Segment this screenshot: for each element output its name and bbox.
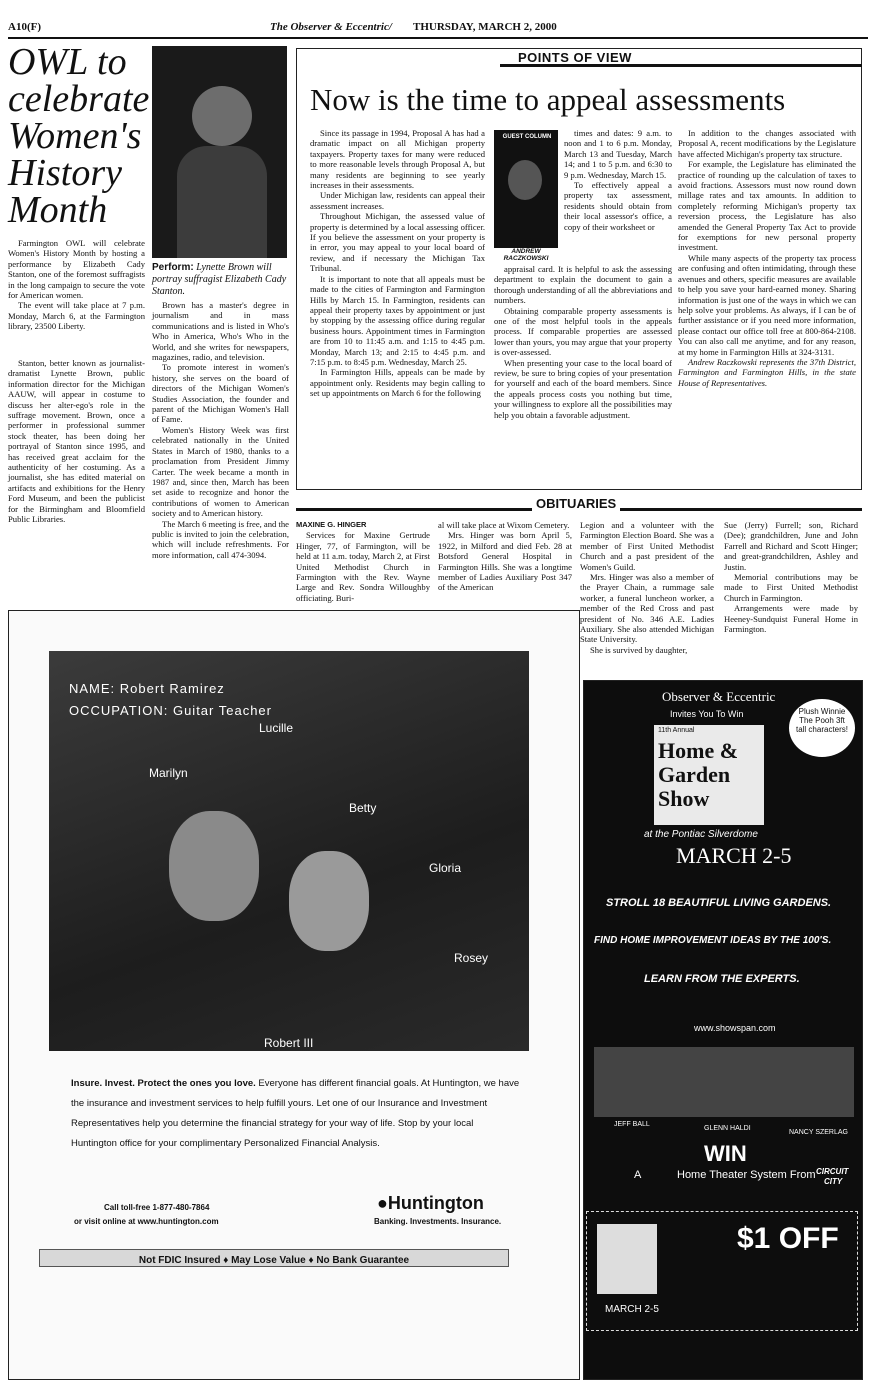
pov-col-3: [678, 128, 856, 388]
obit-paragraph: Mrs. Hinger was born April 5, 1922, in Milford and died Feb. 28 at Botsford General Hospital in Farmington Hills. She was a longtime member of Ladies Auxiliary Post 347 of the American: [438, 530, 572, 593]
ad-name-tag: Lucille: [259, 721, 294, 735]
show-line: Garden: [658, 762, 731, 787]
show-line: Show: [658, 786, 710, 811]
owl-headline-line: Women's: [8, 115, 142, 157]
pov-paragraph: While many aspects of the property tax process are confusing and often intimidating, through these avenues and others, specific measures are available to help you save your hard-earned money. Sharing information is just one of the ways in which we can help solve your problems. As always, if I can be of further assistance or if you need more information, please contact our office toll free at 800-864-2108. You can also call me anytime, and for any reason, at my home in Farmington Hills at 324-3131.: [678, 252, 856, 357]
pov-col-1: [310, 128, 485, 399]
pov-paragraph: In addition to the changes associated with Proposal A, recent modifications by the Legislature have affected Michigan's property tax structure.: [678, 128, 856, 159]
person-face: [289, 851, 369, 951]
ad-name-tag: Marilyn: [149, 766, 188, 780]
pov-paragraph: It is important to note that all appeals must be made to the cities of Farmington and Farmington Hills by March 15. In Farmington, residents can appeal their property taxes by appointment or just by stopping by the assessing office during regular business hours. Appointment times in Farmington are from 10 to 11:45 a.m. and 1:15 to 4:45 p.m. Monday, March 13; and 2:15 to 4:45 p.m. and 7:15 p.m. to 8:45 p.m. Wednesday, March 25.: [310, 273, 485, 367]
plush-text: Plush Winnie The Pooh 3ft tall characters!: [795, 707, 849, 734]
garden-dates: MARCH 2-5: [676, 843, 792, 868]
owl-headline-line: Month: [8, 189, 108, 231]
logo-text: Huntington: [387, 1193, 484, 1213]
store-logo-line: CIRCUIT: [816, 1167, 849, 1176]
pov-paragraph: Obtaining comparable property assessments is one of the most helpful tools in the appeals process. If comparable properties are assessed lower than yours, you may argue that your property is over-assessed.: [494, 305, 672, 358]
coupon-amount: $1 OFF: [737, 1222, 839, 1255]
show-line: Home &: [658, 738, 739, 763]
owl-paragraph: Brown has a master's degree in journalism and in mass communications and is listed in Who's Who in America, Who's Who in the World, and she writes for newspapers, magazines, radio, and television.: [152, 300, 289, 363]
pov-headline: Now is the time to appeal assessments: [310, 82, 786, 117]
pov-paragraph: In Farmington Hills, appeals can be made by appointment only. Residents may begin calling to set up appointments on March 6 for the following: [310, 367, 485, 399]
garden-location: at the Pontiac Silverdome: [644, 829, 758, 840]
obit-name: MAXINE G. HINGER: [296, 520, 367, 529]
garden-ad: [583, 680, 863, 1380]
ad-name-tag: Robert III: [264, 1036, 314, 1050]
garden-find: FIND HOME IMPROVEMENT IDEAS BY THE 100'S.: [594, 935, 832, 946]
owl-headline-line: celebrate: [8, 78, 150, 120]
ad-visit: or visit online at www.huntington.com: [74, 1217, 219, 1226]
pov-paragraph: For example, the Legislature has eliminated the practice of rounding up the calculation of taxes to avoid fractions. Assessors must now round down millage rates and tax amounts. In addition to completely reforming Michigan's property tax reversion process, the Legislature has also amended the General Property Tax Act to provide for exemptions for new personal property investment.: [678, 159, 856, 253]
owl-body-right: [152, 300, 289, 560]
ad-name-label: NAME: Robert Ramirez: [69, 681, 225, 696]
garden-prize: Home Theater System From: [677, 1169, 816, 1181]
ad-occupation-label: OCCUPATION: Guitar Teacher: [69, 703, 272, 718]
obit-paragraph: Legion and a volunteer with the Farmington Election Board. She was a member of First United Methodist Church and a past president of the Women's Guild.: [580, 520, 714, 572]
expert-name: JEFF BALL: [614, 1121, 650, 1128]
page-number: A10(F): [8, 21, 41, 33]
owl-photo-caption: [152, 262, 292, 298]
garden-ad-annual: 11th Annual: [658, 727, 695, 734]
garden-show-logo: [654, 725, 764, 825]
garden-win-prefix: A: [634, 1169, 642, 1181]
garden-ad-invites: Invites You To Win: [670, 709, 744, 719]
person-face: [169, 811, 259, 921]
pov-paragraph: times and dates: 9 a.m. to noon and 1 to 6 p.m. Monday, March 13 and Tuesday, March 14; and 1 to 5 p.m. and 6:30 to 9 p.m. Wednesday, March 15.: [564, 128, 672, 180]
owl-paragraph: The event will take place at 7 p.m. Monday, March 6, at the Farmington library, 23500 Liberty.: [8, 300, 145, 332]
pov-paragraph: Since its passage in 1994, Proposal A has had a dramatic impact on all Michigan property taxpayers. Property taxes for many were reduced to more reasonable levels through Proposal A, but many residents are beginning to see yearly increases in their assessments.: [310, 128, 485, 191]
ad-call: Call toll-free 1-877-480-7864: [104, 1203, 210, 1212]
obit-paragraph: Sue (Jerry) Furrell; son, Richard (Dee); grandchildren, June and John Farrell and Richard and Scott Hinger; and great-grandchildren, Ashley and Justin.: [724, 520, 858, 572]
experts-photos: [594, 1047, 854, 1117]
pov-bio: Andrew Raczkowski represents the 37th District, Farmington and Farmington Hills, in the state House of Representatives.: [678, 356, 856, 388]
ad-name-tag: Betty: [349, 801, 377, 815]
pov-paragraph: To effectively appeal a property tax assessment, residents should obtain from their local assessor's office, a copy of their worksheet or: [564, 180, 672, 232]
owl-intro: [8, 238, 145, 332]
owl-paragraph: The March 6 meeting is free, and the public is invited to join the celebration, which will include refreshments. For more information, call 474-3094.: [152, 518, 289, 560]
obit-col-4: [724, 520, 858, 634]
ad-body: [71, 1074, 521, 1154]
owl-headline: [8, 41, 150, 231]
ad-name-tag: Rosey: [454, 951, 489, 965]
expert-name: NANCY SZERLAG: [789, 1129, 848, 1136]
issue-date: THURSDAY, MARCH 2, 2000: [413, 21, 557, 33]
pov-paragraph: When presenting your case to the local board of review, be sure to bring copies of your presentation for yourself and each of the board members. Since the appeals process costs you nothing but time, your willingness to explore all the possibilities may help you obtain a favorable adjustment.: [494, 357, 672, 420]
coupon[interactable]: [586, 1211, 858, 1331]
garden-ad-paper: Observer & Eccentric: [662, 689, 776, 704]
garden-learn: LEARN FROM THE EXPERTS.: [644, 973, 800, 985]
page-header: [8, 20, 868, 38]
garden-website: www.showspan.com: [694, 1023, 776, 1033]
ad-body-text: Everyone has different financial goals. At Huntington, we have the insurance and investment services to help fulfill yours. Let one of our Insurance and Investment Representatives help you determine the financial strategy for your way of life. Stop by your local Huntington office for your complimentary Personalized Financial Analysis.: [71, 1078, 520, 1149]
coupon-logo: [597, 1224, 657, 1294]
disclaimer-bar: [39, 1249, 509, 1267]
plush-badge: [789, 699, 855, 757]
obit-paragraph: Mrs. Hinger was also a member of the Prayer Chain, a rummage sale worker, a funeral luncheon worker, a member of the Red Cross and past president of No. 346 A.E. Ladies Auxiliary. She also attended Michigan State University.: [580, 572, 714, 645]
disclaimer-text: Not FDIC Insured ♦ May Lose Value ♦ No Bank Guarantee: [138, 1255, 410, 1266]
pov-paragraph: Throughout Michigan, the assessed value of property is determined by a local assessing officer. If you believe the assessment on your property is in error, you may appeal to your local board of review, and if necessary the Michigan Tax Tribunal.: [310, 211, 485, 274]
pov-col-2: [494, 264, 672, 420]
owl-paragraph: Stanton, better known as journalist-dramatist Lynette Brown, public information director for the Michigan AAUW, will appear in costume to discuss her alter-ego's role in the suffrage movement. Brown, once a performer in professional summer stock theater, has been doing her portrayal of Stanton since 1995, and has received great acclaim for the authenticity of her costuming. As a journalist, she has edited material on artifacts and exhibitions for the Henry Ford Museum, and been the publicist for the Birmingham and Bloomfield Public Libraries.: [8, 358, 145, 525]
author-photo: [494, 130, 558, 248]
obits-section-label: OBITUARIES: [532, 496, 620, 511]
obit-paragraph: She is survived by daughter,: [590, 644, 688, 655]
ad-photo: [49, 651, 529, 1051]
logo-icon: ●: [377, 1193, 388, 1213]
ad-name-tag: Gloria: [429, 861, 462, 875]
obit-paragraph: Memorial contributions may be made to First United Methodist Church in Farmington.: [724, 572, 858, 603]
huntington-ad: [8, 610, 580, 1380]
obit-col-2: [438, 520, 572, 593]
coupon-dates: MARCH 2-5: [605, 1304, 659, 1315]
owl-headline-line: OWL to: [8, 41, 127, 83]
ad-body-bold: Insure. Invest. Protect the ones you love.: [71, 1078, 256, 1089]
pov-section-label: POINTS OF VIEW: [518, 50, 632, 65]
owl-paragraph: To promote interest in women's history, she serves on the board of directors of the Michigan Women's Studies Association, the founder and parent of the Michigan Women's Hall of Fame.: [152, 362, 289, 425]
pov-paragraph: Under Michigan law, residents can appeal their assessment increases.: [310, 190, 485, 211]
masthead: The Observer & Eccentric/: [270, 21, 392, 33]
author-label: ANDREW RACZKOWSKI: [503, 248, 549, 262]
obit-col-3: [580, 520, 714, 655]
store-logo-line: CITY: [824, 1177, 843, 1186]
performer-figure: [192, 86, 252, 146]
garden-win: WIN: [704, 1141, 747, 1166]
caption-text: Lynette Brown will portray suffragist Elizabeth Cady Stanton.: [152, 262, 287, 297]
obit-col-1: [296, 520, 430, 603]
owl-photo: [152, 46, 287, 258]
obit-paragraph: al will take place at Wixom Cemetery.: [438, 520, 570, 530]
ad-tagline: Banking. Investments. Insurance.: [374, 1217, 502, 1226]
pov-paragraph: appraisal card. It is helpful to ask the assessing department to explain the document to gain a thorough understanding of all the abbreviations and numbers.: [494, 264, 672, 306]
owl-paragraph: Farmington OWL will celebrate Women's History Month by hosting a performance by Elizabeth Cady Stanton, one of the foremost suffragists in the long campaign to secure the vote for American women.: [8, 238, 145, 301]
owl-headline-line: History: [8, 152, 122, 194]
caption-label: Perform:: [152, 262, 194, 273]
owl-paragraph: Women's History Week was first celebrated nationally in the United States in March of 1980, thanks to a proclamation from President Jimmy Carter. The week became a month in 1987 and, since then, March has been set aside to recognize and honor the contributions of women to American society and to American history.: [152, 424, 289, 519]
obit-paragraph: Services for Maxine Gertrude Hinger, 77, of Farmington, will be held at 11 a.m. today, March 2, at First United Methodist Church in Farmington with the Rev. Wayne Large and Rev. Sondra Willoughby officiating. Buri-: [296, 530, 430, 603]
obit-paragraph: Arrangements were made by Heeney-Sundquist Funeral Home in Farmington.: [724, 603, 858, 635]
owl-intro-cont: [8, 358, 145, 525]
header-rule: [8, 37, 868, 39]
garden-stroll: STROLL 18 BEAUTIFUL LIVING GARDENS.: [606, 897, 832, 909]
expert-name: GLENN HALDI: [704, 1125, 751, 1132]
guest-column-label: GUEST COLUMN: [502, 134, 552, 140]
pov-col-2-top: [564, 128, 672, 232]
huntington-logo: [377, 1193, 484, 1214]
